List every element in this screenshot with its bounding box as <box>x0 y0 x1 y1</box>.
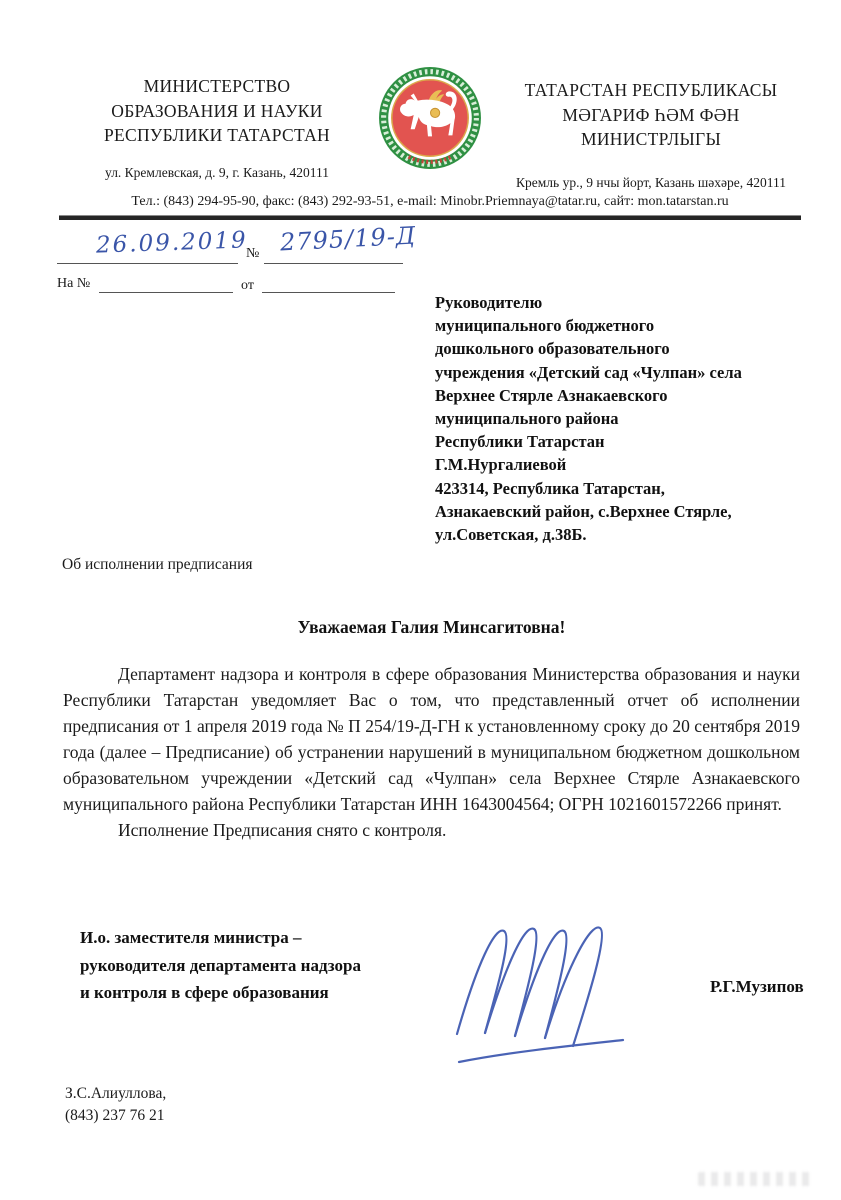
handwritten-outgoing-number: 2795/19-Д <box>279 221 417 257</box>
ministry-name-tt-line: ТАТАРСТАН РЕСПУБЛИКАСЫ <box>524 80 778 100</box>
signer-position-line: И.о. заместителя министра – <box>80 928 302 947</box>
reply-number-underline <box>99 292 233 293</box>
salutation: Уважаемая Галия Минсагитовна! <box>297 617 566 637</box>
recipient-line: учреждения «Детский сад «Чулпан» села <box>435 362 742 382</box>
signer-position-line: и контроля в сфере образования <box>80 983 329 1002</box>
recipient-line: 423314, Республика Татарстан, <box>435 478 665 498</box>
tatarstan-leopard-emblem-icon <box>377 64 483 172</box>
body-paragraph-1: Департамент надзора и контроля в сфере образования Министерства образования и науки Республики Татарстан уведомляет Вас о том, что представленный отчет об исполнении предписания от 1 апреля 2019 года № П 254/19-Д-ГН к установленному сроку до 20 сентября 2019 года (далее – Предписание) об устранении нарушений в муниципальном бюджетном дошкольном образовательном учреждении «Детский сад «Чулпан» села Верхнее Стярле Азнакаевского муниципального района Республики Татарстан ИНН 1643004564; ОГРН 1021601572266 принят. <box>63 664 800 814</box>
ministry-name-ru-line: ОБРАЗОВАНИЯ И НАУКИ <box>111 100 323 121</box>
contact-line: Тел.: (843) 294-95-90, факс: (843) 292-93-51, e-mail: Minobr.Priemnaya@tatar.ru, сайт: mon.tatarstan.ru <box>131 194 729 209</box>
recipient-line: дошкольного образовательного <box>435 339 670 359</box>
letter-body <box>63 661 800 843</box>
recipient-line: Верхнее Стярле Азнакаевского <box>435 385 668 405</box>
executor-contact-block <box>65 1083 166 1127</box>
ministry-name-tatar <box>486 78 816 195</box>
recipient-address-block <box>435 291 839 546</box>
signer-position-block <box>80 924 460 1007</box>
executor-phone: (843) 237 76 21 <box>65 1107 165 1124</box>
recipient-line: муниципального бюджетного <box>435 316 655 336</box>
ministry-name-tt-line: МИНИСТРЛЫГЫ <box>580 129 722 149</box>
number-underline <box>264 263 403 264</box>
handwritten-signature-icon <box>425 912 655 1070</box>
ministry-name-ru-line: РЕСПУБЛИКИ ТАТАРСТАН <box>103 125 330 145</box>
ministry-name-ru-line: МИНИСТЕРСТВО <box>143 76 291 96</box>
signer-name: Р.Г.Музипов <box>710 977 804 996</box>
reply-to-number-label: На № <box>57 276 91 291</box>
recipient-line: муниципального района <box>435 409 619 429</box>
signer-position-line: руководителя департамента надзора <box>80 955 361 975</box>
ministry-address-russian: ул. Кремлевская, д. 9, г. Казань, 420111 <box>105 164 329 180</box>
reply-from-label: от <box>241 278 254 293</box>
recipient-line: Республики Татарстан <box>435 432 605 452</box>
recipient-line: Г.М.Нургалиевой <box>435 455 567 475</box>
handwritten-date: 26.09.2019 <box>95 227 249 259</box>
subject-line: Об исполнении предписания <box>62 556 253 573</box>
header-divider-rule <box>59 215 801 220</box>
scan-artifact <box>698 1172 810 1186</box>
ministry-name-tt-line: МӘГАРИФ ҺӘМ ФӘН <box>562 104 740 125</box>
recipient-line: Азнакаевский район, с.Верхнее Стярле, <box>435 501 732 521</box>
ministry-address-tatar: Кремль ур., 9 нчы йорт, Казань шәхәре, 420111 <box>516 174 786 190</box>
date-underline <box>57 263 238 264</box>
executor-name: З.С.Алиуллова, <box>65 1085 167 1102</box>
recipient-line: ул.Советская, д.38Б. <box>435 525 587 545</box>
body-paragraph-2: Исполнение Предписания снято с контроля. <box>118 820 447 840</box>
ministry-name-russian <box>58 74 376 185</box>
number-sign-label: № <box>246 246 260 261</box>
recipient-line: Руководителю <box>435 293 543 312</box>
reply-date-underline <box>262 292 395 293</box>
